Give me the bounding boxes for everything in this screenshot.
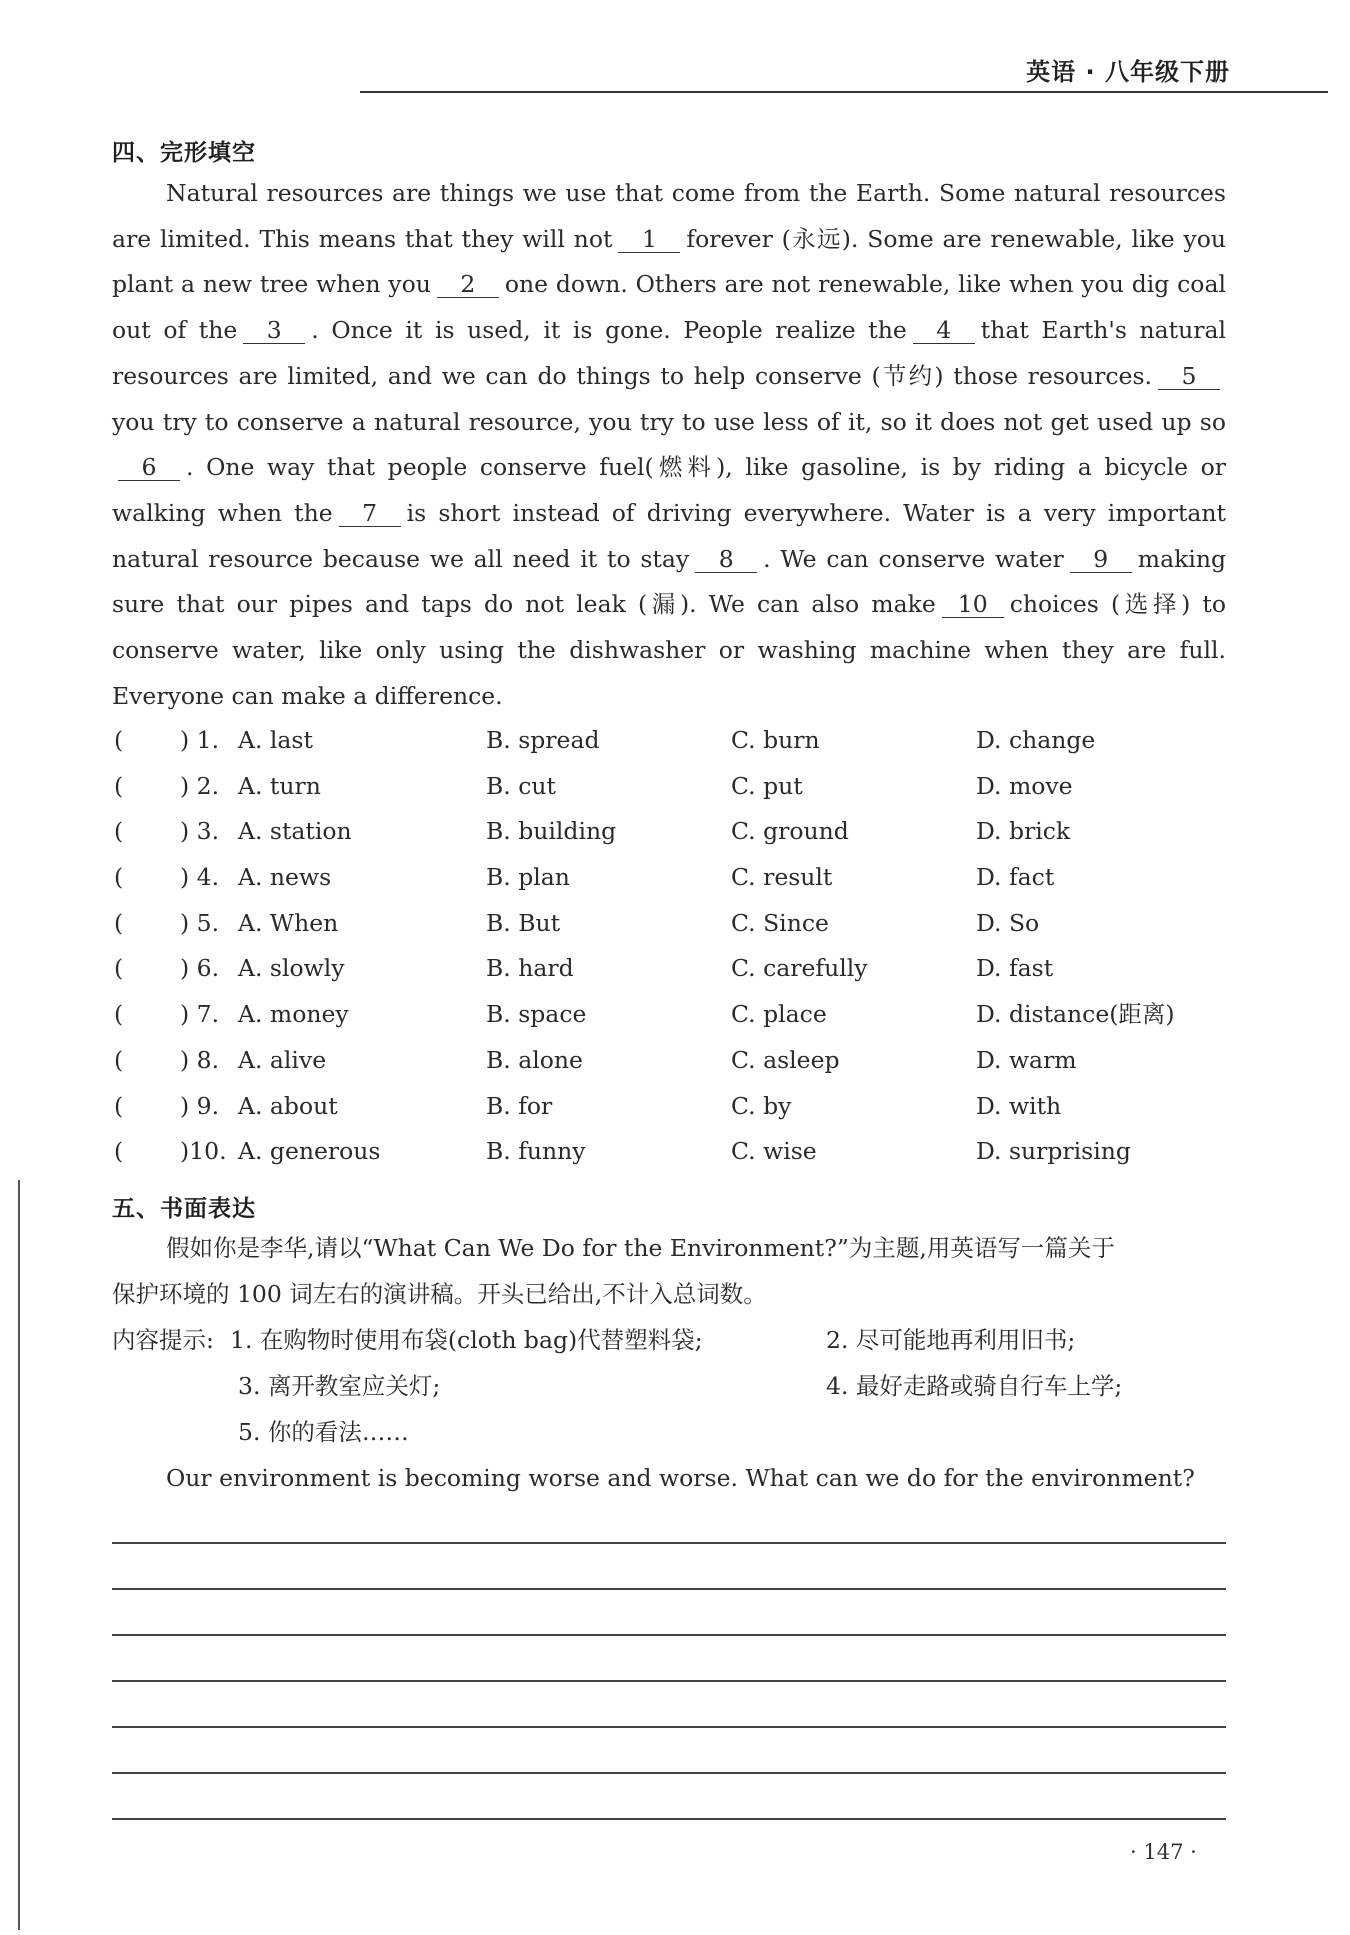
option-d: D. with <box>976 1091 1062 1120</box>
option-a: A. generous <box>238 1137 381 1166</box>
cloze-section-title: 四、完形填空 <box>112 140 256 166</box>
answer-paren[interactable]: ( <box>114 954 124 983</box>
answer-paren[interactable]: ( <box>114 1091 124 1120</box>
option-c: C. carefully <box>731 954 868 983</box>
question-number: ) 6. <box>180 954 220 983</box>
option-a: A. last <box>238 726 313 754</box>
blank-8[interactable]: 8 <box>695 546 757 573</box>
answer-paren[interactable]: ( <box>114 817 124 846</box>
hint-item: 2. 尽可能地再利用旧书; <box>826 1326 1076 1354</box>
answer-paren[interactable]: ( <box>114 726 124 754</box>
option-b: B. hard <box>486 954 574 983</box>
essay-opening: Our environment is becoming worse and worse. What can we do for the environment? <box>166 1464 1195 1492</box>
prompt-line: 假如你是李华,请以“What Can We Do for the Environment?”为主题,用英语写一篇关于 <box>166 1234 1115 1262</box>
writing-line[interactable] <box>112 1634 1226 1636</box>
blank-1[interactable]: 1 <box>618 226 680 253</box>
answer-paren[interactable]: ( <box>114 908 124 937</box>
blank-4[interactable]: 4 <box>913 317 975 344</box>
answer-options <box>112 718 1232 1175</box>
question-row <box>112 1084 1232 1130</box>
passage-text: Natural resources are things we use that come from the Earth. Some natural resources are limited. This means that they will not <box>112 179 1226 253</box>
question-number: ) 1. <box>180 726 220 754</box>
option-d: D. surprising <box>976 1137 1131 1166</box>
answer-paren[interactable]: ( <box>114 863 124 892</box>
option-b: B. building <box>486 817 617 846</box>
question-row <box>112 946 1232 992</box>
option-b: B. But <box>486 908 561 937</box>
option-a: A. money <box>238 1000 349 1029</box>
prompt-line: 保护环境的 100 词左右的演讲稿。开头已给出,不计入总词数。 <box>112 1280 767 1308</box>
question-row <box>112 718 1232 764</box>
question-number: ) 5. <box>180 908 220 937</box>
question-number: ) 3. <box>180 817 220 846</box>
passage-text: . We can conserve water <box>763 544 1064 573</box>
hint-item: 5. 你的看法…… <box>238 1418 409 1446</box>
option-a: A. about <box>238 1091 338 1120</box>
option-c: C. by <box>731 1091 792 1120</box>
option-b: B. spread <box>486 726 600 754</box>
writing-line[interactable] <box>112 1588 1226 1590</box>
option-b: B. plan <box>486 863 570 892</box>
question-row <box>112 1038 1232 1084</box>
hint-item: 3. 离开教室应关灯; <box>238 1372 441 1400</box>
option-c: C. ground <box>731 817 849 846</box>
question-number: ) 9. <box>180 1091 220 1120</box>
option-a: A. turn <box>238 771 321 800</box>
hint-item: 4. 最好走路或骑自行车上学; <box>826 1372 1123 1400</box>
answer-paren[interactable]: ( <box>114 771 124 800</box>
question-row <box>112 809 1232 855</box>
option-a: A. slowly <box>238 954 345 983</box>
answer-paren[interactable]: ( <box>114 1137 124 1166</box>
question-row <box>112 764 1232 810</box>
page-edge-line <box>18 1180 20 1930</box>
option-c: C. burn <box>731 726 820 754</box>
passage-text: is short instead of driving everywhere. Water is a very important natural resource because we all need it to stay <box>112 498 1226 573</box>
passage-text: forever (永远). Some are renewable, like you plant a new tree when you <box>112 224 1226 299</box>
writing-section-title: 五、书面表达 <box>112 1196 256 1222</box>
running-head: 英语 · 八年级下册 <box>1026 58 1230 86</box>
option-b: B. alone <box>486 1045 583 1074</box>
question-number: )10. <box>180 1137 227 1166</box>
writing-line[interactable] <box>112 1772 1226 1774</box>
question-number: ) 8. <box>180 1045 220 1074</box>
answer-paren[interactable]: ( <box>114 1000 124 1029</box>
writing-prompt <box>112 1226 1232 1526</box>
passage-text: . One way that people conserve fuel(燃料), like gasoline, is by riding a bicycle or walking when the <box>112 453 1226 527</box>
option-c: C. put <box>731 771 803 800</box>
writing-line[interactable] <box>112 1680 1226 1682</box>
question-row <box>112 1129 1232 1175</box>
option-b: B. cut <box>486 771 556 800</box>
option-c: C. Since <box>731 908 829 937</box>
option-a: A. station <box>238 817 352 846</box>
cloze-passage <box>112 171 1226 719</box>
option-d: D. change <box>976 726 1096 754</box>
option-d: D. warm <box>976 1045 1077 1074</box>
question-number: ) 2. <box>180 771 220 800</box>
blank-6[interactable]: 6 <box>118 454 180 481</box>
hints-label: 内容提示: <box>112 1326 214 1354</box>
option-c: C. asleep <box>731 1045 840 1074</box>
passage-text: that Earth's natural resources are limited, and we can do things to help conserve (节约) those resources. <box>112 316 1227 390</box>
option-b: B. space <box>486 1000 587 1029</box>
passage-text: you try to conserve a natural resource, you try to use less of it, so it does not get used up so <box>112 407 1226 436</box>
passage-text: choices (选择) to conserve water, like only using the dishwasher or washing machine when they are full. Everyone can make a difference. <box>112 590 1226 710</box>
option-b: B. for <box>486 1091 553 1120</box>
question-number: ) 7. <box>180 1000 220 1029</box>
blank-3[interactable]: 3 <box>243 317 305 344</box>
option-d: D. brick <box>976 817 1071 846</box>
passage-text: . Once it is used, it is gone. People realize the <box>311 316 907 345</box>
option-d: D. fact <box>976 863 1055 892</box>
option-d: D. distance(距离) <box>976 1000 1175 1029</box>
option-b: B. funny <box>486 1137 586 1166</box>
header-rule <box>360 91 1328 93</box>
option-a: A. alive <box>238 1045 327 1074</box>
option-d: D. move <box>976 771 1073 800</box>
question-row <box>112 992 1232 1038</box>
option-d: D. fast <box>976 954 1054 983</box>
blank-9[interactable]: 9 <box>1070 546 1132 573</box>
option-c: C. result <box>731 863 833 892</box>
question-row <box>112 901 1232 947</box>
option-a: A. When <box>238 908 339 937</box>
blank-7[interactable]: 7 <box>339 500 401 527</box>
writing-line[interactable] <box>112 1542 1226 1544</box>
option-a: A. news <box>238 863 332 892</box>
question-number: ) 4. <box>180 863 220 892</box>
writing-line[interactable] <box>112 1726 1226 1728</box>
passage-text: making sure that our pipes and taps do not leak (漏). We can also make <box>112 544 1227 619</box>
option-c: C. wise <box>731 1137 817 1166</box>
option-d: D. So <box>976 908 1040 937</box>
page-number: · 147 · <box>1130 1840 1197 1864</box>
passage-text: one down. Others are not renewable, like when you dig coal out of the <box>112 270 1226 345</box>
blank-2[interactable]: 2 <box>437 271 499 298</box>
question-row <box>112 855 1232 901</box>
writing-line[interactable] <box>112 1818 1226 1820</box>
blank-10[interactable]: 10 <box>942 591 1004 618</box>
option-c: C. place <box>731 1000 827 1029</box>
hint-item: 1. 在购物时使用布袋(cloth bag)代替塑料袋; <box>230 1326 703 1354</box>
answer-paren[interactable]: ( <box>114 1045 124 1074</box>
blank-5[interactable]: 5 <box>1158 363 1220 390</box>
